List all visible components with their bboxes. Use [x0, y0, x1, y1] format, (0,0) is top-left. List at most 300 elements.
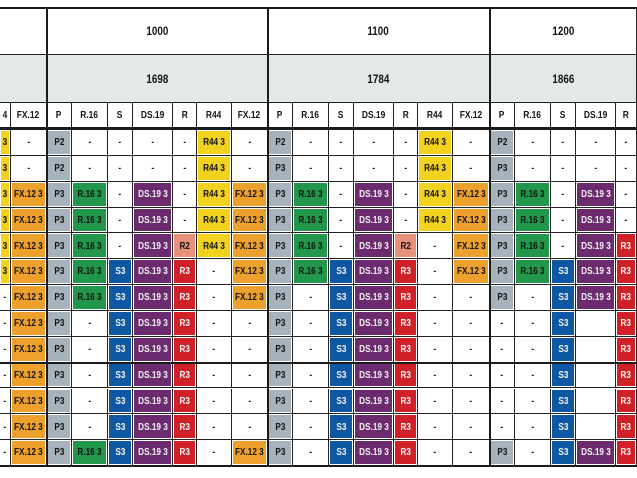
cut-off-r44-cell [0, 208, 11, 234]
g1100-r44-cell-fill [419, 209, 451, 232]
g1100-ds19-cell-value: DS.19 3 [358, 446, 389, 459]
cut-off-r44-cell-value: 3 [2, 213, 8, 226]
g1100-r-cell-value: R3 [400, 265, 411, 278]
g1100-ds19-cell-value: DS.19 3 [358, 265, 389, 278]
g1200-p-cell-value: P3 [496, 291, 508, 304]
g1000-r-cell-fill [174, 209, 195, 232]
cut-off-r44-cell [0, 259, 11, 285]
g1000-ds19-cell-value: - [151, 136, 154, 149]
group-subheader-value: 1784 [367, 71, 390, 86]
g1100-r44-cell-fill [419, 260, 451, 283]
g1000-s-cell-fill [109, 338, 131, 361]
g1100-r44-cell-fill [419, 415, 451, 438]
g1200-ds19-cell-fill [577, 234, 614, 257]
g1100-r-cell-fill [395, 157, 416, 180]
g1000-s-cell [108, 285, 133, 311]
g1000-p-cell [47, 233, 72, 259]
g1200-s-cell-fill [552, 183, 574, 206]
g1000-r16-cell-value: - [88, 317, 91, 330]
cut-off-fx12-cell-value: - [27, 162, 30, 175]
g1000-r16-cell-fill [73, 183, 106, 206]
g1000-r44-cell-fill [198, 312, 230, 335]
g1200-r-cell-value: R3 [620, 291, 632, 304]
g1000-ds19-cell [133, 311, 173, 337]
g1200-ds19-cell [576, 285, 616, 311]
g1200-r-cell-value: - [624, 213, 628, 226]
g1000-p-cell [47, 389, 72, 415]
g1000-fx12-cell-fill [233, 364, 266, 387]
g1100-r16-cell-fill [294, 312, 327, 335]
cut-off-fx12-cell-fill [12, 415, 45, 438]
g1100-r-cell [394, 182, 418, 208]
g1000-s-cell [108, 208, 133, 234]
cut-off-fx12-cell [11, 414, 47, 440]
g1000-ds19-cell-fill [134, 260, 171, 283]
g1000-s-cell [108, 363, 133, 389]
g1100-fx12-cell-value: - [469, 291, 473, 304]
g1000-r-cell-fill [174, 312, 195, 335]
cut-off-r44-cell [0, 440, 11, 466]
g1000-fx12-cell [232, 233, 268, 259]
g1000-r16-cell-value: - [88, 342, 91, 355]
g1200-r16-cell [515, 182, 551, 208]
group-subheader-value: 1866 [552, 71, 574, 86]
g1100-s-cell-value: - [339, 162, 343, 175]
g1000-r16-cell-fill [73, 312, 106, 335]
g1100-s-cell [329, 182, 354, 208]
g1100-r16-cell [293, 259, 329, 285]
g1200-ds19-cell [576, 389, 616, 415]
cut-off-fx12-cell-value: FX.12 3 [14, 342, 43, 355]
g1100-s-cell [329, 156, 354, 182]
column-header-g1100-r-fill [395, 104, 416, 126]
g1100-ds19-cell-fill [355, 209, 392, 232]
g1100-s-cell [329, 208, 354, 234]
g1000-s-cell-fill [109, 286, 131, 309]
g1000-s-cell-value: S3 [114, 342, 126, 355]
g1200-ds19-cell [576, 414, 616, 440]
g1000-p-cell [47, 182, 72, 208]
table-row [0, 363, 637, 389]
cut-off-fx12-cell-fill [12, 131, 45, 154]
cut-off-fx12-cell-fill [12, 234, 45, 257]
g1000-r16-cell [72, 440, 108, 466]
g1000-p-cell [47, 311, 72, 337]
g1000-fx12-cell [232, 156, 268, 182]
g1100-fx12-cell-fill [454, 131, 488, 154]
g1200-r-cell [616, 414, 637, 440]
column-header-g1200-r16 [515, 103, 551, 128]
cut-off-fx12-cell [11, 156, 47, 182]
g1100-ds19-cell-value: - [372, 162, 375, 175]
column-header-g1000-fx12-value: FX.12 [238, 108, 261, 121]
g1100-ds19-cell-value: DS.19 3 [358, 317, 389, 330]
g1200-p-cell-fill [491, 157, 513, 180]
g1000-p-cell-value: P3 [53, 394, 65, 407]
g1100-r-cell-value: R3 [400, 317, 411, 330]
g1000-p-cell-fill [48, 260, 70, 283]
g1000-r44-cell [197, 440, 232, 466]
g1200-ds19-cell-value: DS.19 3 [580, 187, 611, 200]
g1200-r16-cell-value: - [531, 162, 534, 175]
g1000-r44-cell-value: R44 3 [203, 213, 225, 226]
g1200-s-cell [551, 259, 576, 285]
g1000-r44-cell [197, 130, 232, 156]
g1000-fx12-cell-fill [233, 183, 266, 206]
g1000-r-cell [173, 208, 197, 234]
g1000-r-cell [173, 130, 197, 156]
g1200-r-cell [616, 182, 637, 208]
g1100-r44-cell-fill [419, 157, 451, 180]
header-bottom-rule [0, 127, 637, 130]
g1100-r44-cell-fill [419, 286, 451, 309]
g1200-r16-cell-fill [516, 312, 549, 335]
g1200-r16-cell-fill [516, 415, 549, 438]
g1100-s-cell [329, 337, 354, 363]
g1100-fx12-cell-fill [454, 234, 488, 257]
cut-off-r44-cell-value: 3 [2, 136, 8, 149]
g1200-ds19-cell-fill [577, 390, 614, 413]
g1200-ds19-cell-value: DS.19 3 [580, 291, 611, 304]
column-header-g1200-ds19-value: DS.19 [583, 108, 608, 121]
g1200-ds19-cell-value: DS.19 3 [580, 265, 611, 278]
g1200-p-cell-value: P2 [496, 136, 508, 149]
g1000-s-cell [108, 414, 133, 440]
g1100-r-cell-fill [395, 131, 416, 154]
g1000-r44-cell-value: - [212, 394, 216, 407]
g1100-p-cell-fill [269, 415, 291, 438]
g1100-ds19-cell-fill [355, 441, 392, 464]
header-corner-fill [1, 9, 45, 53]
g1100-s-cell-value: S3 [335, 394, 347, 407]
column-header-g1200-s [551, 103, 576, 128]
table-row [0, 337, 637, 363]
g1000-r44-cell-value: - [212, 265, 216, 278]
g1100-p-cell-fill [269, 183, 291, 206]
g1000-ds19-cell [133, 440, 173, 466]
column-header-g1200-r-value: R [622, 108, 630, 121]
cut-off-r44-cell [0, 156, 11, 182]
g1200-p-cell-value: - [500, 342, 504, 355]
column-header-g1100-fx12 [453, 103, 490, 128]
g1100-fx12-cell-fill [454, 286, 488, 309]
column-header-g1100-ds19 [354, 103, 394, 128]
g1000-fx12-cell [232, 337, 268, 363]
cut-off-r44-cell-fill [1, 390, 9, 413]
g1100-r16-cell-value: R.16 3 [298, 265, 323, 278]
g1000-p-cell [47, 208, 72, 234]
g1100-p-cell [268, 414, 293, 440]
cut-off-r44-cell-fill [1, 209, 9, 232]
g1100-r-cell-value: - [404, 136, 407, 149]
g1200-ds19-cell-fill [577, 312, 614, 335]
g1000-r44-cell-fill [198, 209, 230, 232]
g1000-r44-cell-fill [198, 157, 230, 180]
g1000-p-cell-value: P3 [53, 239, 65, 252]
g1000-r16-cell [72, 182, 108, 208]
g1000-r44-cell-fill [198, 338, 230, 361]
g1100-r16-cell-value: - [309, 291, 312, 304]
g1100-s-cell [329, 259, 354, 285]
g1000-r16-cell-fill [73, 209, 106, 232]
g1000-s-cell-fill [109, 234, 131, 257]
g1000-r-cell-value: R2 [179, 239, 190, 252]
g1100-r16-cell-value: - [309, 136, 312, 149]
g1100-r-cell [394, 389, 418, 415]
g1100-p-cell-fill [269, 390, 291, 413]
g1000-fx12-cell-value: FX.12 3 [235, 265, 264, 278]
g1200-s-cell [551, 233, 576, 259]
g1000-r-cell [173, 311, 197, 337]
cut-off-r44-cell-value: - [3, 420, 7, 433]
g1200-r-cell-fill [617, 209, 635, 232]
g1000-p-cell-value: P3 [53, 317, 65, 330]
g1200-s-cell-fill [552, 209, 574, 232]
bottom-rule [0, 465, 637, 467]
g1200-s-cell-fill [552, 157, 574, 180]
g1000-p-cell-value: P3 [53, 187, 65, 200]
column-header-g1000-s-fill [109, 104, 131, 126]
g1000-r44-cell [197, 389, 232, 415]
g1000-s-cell-fill [109, 183, 131, 206]
g1000-r44-cell-value: - [212, 317, 216, 330]
g1100-s-cell-fill [330, 131, 352, 154]
column-header-cut-off-fx12-value: FX.12 [17, 108, 40, 121]
cut-off-fx12-cell [11, 363, 47, 389]
g1100-p-cell-value: P3 [274, 342, 286, 355]
g1000-r-cell-fill [174, 183, 195, 206]
column-header-g1000-r-fill [174, 104, 195, 126]
g1100-fx12-cell [453, 440, 490, 466]
g1000-fx12-cell-fill [233, 441, 266, 464]
g1100-p-cell-fill [269, 441, 291, 464]
column-header-g1000-r16-fill [73, 104, 106, 126]
column-header-g1100-r-value: R [402, 108, 409, 121]
g1200-p-cell [490, 208, 515, 234]
g1200-s-cell [551, 440, 576, 466]
g1000-r16-cell-value: R.16 3 [77, 446, 102, 459]
g1000-p-cell [47, 156, 72, 182]
g1000-fx12-cell [232, 414, 268, 440]
g1200-r-cell-value: R3 [620, 446, 632, 459]
column-header-g1000-r [173, 103, 197, 128]
g1200-r-cell-value: - [624, 136, 628, 149]
g1000-r-cell-fill [174, 131, 195, 154]
g1200-p-cell-value: - [500, 317, 504, 330]
g1200-r16-cell [515, 130, 551, 156]
g1100-r44-cell-value: - [433, 317, 437, 330]
g1000-s-cell [108, 311, 133, 337]
g1000-r16-cell [72, 363, 108, 389]
g1200-s-cell [551, 130, 576, 156]
column-header-g1100-r44-value: R44 [427, 108, 443, 121]
g1000-fx12-cell [232, 208, 268, 234]
g1100-p-cell-fill [269, 364, 291, 387]
g1000-ds19-cell [133, 259, 173, 285]
g1100-ds19-cell-value: DS.19 3 [358, 187, 389, 200]
g1000-r16-cell-value: - [88, 162, 91, 175]
g1000-ds19-cell-value: DS.19 3 [137, 394, 168, 407]
group-header-fill [269, 9, 488, 53]
g1100-fx12-cell-fill [454, 209, 488, 232]
g1100-s-cell-value: - [339, 239, 343, 252]
g1100-r-cell-value: R3 [400, 394, 411, 407]
g1100-p-cell-value: P3 [274, 394, 286, 407]
g1000-ds19-cell-value: DS.19 3 [137, 213, 168, 226]
g1000-r-cell-fill [174, 364, 195, 387]
g1100-ds19-cell [354, 156, 394, 182]
g1100-s-cell-value: - [339, 213, 343, 226]
g1000-ds19-cell-value: DS.19 3 [137, 317, 168, 330]
g1200-r16-cell-fill [516, 441, 549, 464]
g1100-r-cell-fill [395, 441, 416, 464]
g1100-r-cell-value: - [404, 162, 407, 175]
g1100-r44-cell-value: R44 3 [424, 213, 446, 226]
g1100-s-cell-value: S3 [335, 317, 347, 330]
g1100-r-cell [394, 337, 418, 363]
g1200-p-cell [490, 311, 515, 337]
g1100-fx12-cell [453, 311, 490, 337]
g1100-r-cell-fill [395, 364, 416, 387]
cut-off-r44-cell [0, 182, 11, 208]
column-header-g1200-r [616, 103, 637, 128]
g1000-r44-cell [197, 182, 232, 208]
g1000-s-cell-value: - [118, 136, 122, 149]
g1000-s-cell-value: S3 [114, 368, 126, 381]
g1000-s-cell-value: - [118, 213, 122, 226]
g1000-s-cell [108, 130, 133, 156]
g1000-p-cell-fill [48, 209, 70, 232]
g1000-ds19-cell-fill [134, 364, 171, 387]
g1100-s-cell-value: S3 [335, 368, 347, 381]
g1100-r-cell-value: - [404, 213, 407, 226]
g1100-r-cell-fill [395, 390, 416, 413]
g1100-ds19-cell-value: DS.19 3 [358, 368, 389, 381]
column-header-g1100-p-fill [269, 104, 291, 126]
g1200-p-cell-fill [491, 183, 513, 206]
g1000-p-cell-value: P2 [53, 136, 65, 149]
g1200-r16-cell [515, 208, 551, 234]
g1100-r44-cell-value: - [433, 342, 437, 355]
g1200-r16-cell-value: R.16 3 [520, 213, 545, 226]
column-header-g1000-ds19-fill [134, 104, 171, 126]
cut-off-fx12-cell-value: FX.12 3 [14, 213, 43, 226]
g1000-fx12-cell-fill [233, 234, 266, 257]
g1100-r44-cell [418, 440, 453, 466]
group-divider [489, 7, 491, 466]
g1000-r44-cell-fill [198, 131, 230, 154]
column-header-g1000-r16 [72, 103, 108, 128]
column-header-g1200-s-fill [552, 104, 574, 126]
g1200-ds19-cell-fill [577, 131, 614, 154]
cut-off-fx12-cell-fill [12, 286, 45, 309]
g1000-s-cell [108, 233, 133, 259]
cut-off-r44-cell-fill [1, 415, 9, 438]
g1200-p-cell-value: - [500, 420, 504, 433]
cut-off-r44-cell-fill [1, 234, 9, 257]
g1100-p-cell-fill [269, 338, 291, 361]
cut-off-r44-cell-fill [1, 364, 9, 387]
g1000-p-cell [47, 414, 72, 440]
g1000-r-cell-fill [174, 260, 195, 283]
g1200-s-cell-value: S3 [557, 446, 569, 459]
g1200-r16-cell-fill [516, 364, 549, 387]
g1100-r-cell [394, 156, 418, 182]
g1200-p-cell [490, 414, 515, 440]
g1000-r-cell [173, 285, 197, 311]
g1100-s-cell-fill [330, 364, 352, 387]
g1100-r16-cell [293, 337, 329, 363]
g1000-fx12-cell-value: - [248, 162, 251, 175]
g1200-ds19-cell [576, 156, 616, 182]
g1100-r16-cell-value: - [309, 446, 312, 459]
g1100-fx12-cell-value: - [469, 342, 473, 355]
g1100-p-cell [268, 363, 293, 389]
g1000-r-cell-value: R3 [179, 342, 190, 355]
cut-off-r44-cell [0, 363, 11, 389]
g1100-ds19-cell-fill [355, 234, 392, 257]
cut-off-fx12-cell-value: FX.12 3 [14, 394, 43, 407]
g1200-s-cell [551, 182, 576, 208]
g1000-p-cell-fill [48, 415, 70, 438]
g1000-s-cell-fill [109, 390, 131, 413]
g1100-r44-cell-fill [419, 364, 451, 387]
g1200-r16-cell [515, 311, 551, 337]
g1000-r44-cell-value: R44 3 [203, 239, 225, 252]
g1000-ds19-cell [133, 389, 173, 415]
g1100-r16-cell-value: R.16 3 [298, 213, 323, 226]
g1000-r44-cell-fill [198, 441, 230, 464]
g1000-fx12-cell-value: - [248, 136, 251, 149]
g1100-r16-cell [293, 363, 329, 389]
g1100-fx12-cell [453, 337, 490, 363]
g1200-s-cell-value: - [561, 162, 565, 175]
g1000-r44-cell-value: - [212, 368, 216, 381]
column-header-cut-off-r44 [0, 103, 11, 128]
g1000-fx12-cell-fill [233, 286, 266, 309]
g1200-r16-cell [515, 363, 551, 389]
g1100-r16-cell-fill [294, 157, 327, 180]
g1100-p-cell-value: P3 [274, 162, 286, 175]
g1000-r16-cell [72, 130, 108, 156]
g1000-p-cell-value: P3 [53, 342, 65, 355]
g1000-ds19-cell-fill [134, 338, 171, 361]
g1100-p-cell [268, 156, 293, 182]
g1200-s-cell-value: S3 [557, 420, 569, 433]
cut-off-r44-cell-value: - [3, 317, 7, 330]
g1200-p-cell-value: - [500, 394, 504, 407]
g1100-fx12-cell-fill [454, 260, 488, 283]
g1000-fx12-cell-fill [233, 312, 266, 335]
g1200-r16-cell-fill [516, 183, 549, 206]
cut-off-r44-cell-value: - [3, 291, 7, 304]
cut-off-r44-cell [0, 285, 11, 311]
g1100-fx12-cell-fill [454, 157, 488, 180]
g1200-s-cell-value: S3 [557, 394, 569, 407]
g1200-s-cell-fill [552, 338, 574, 361]
g1200-s-cell-fill [552, 415, 574, 438]
g1000-r44-cell-fill [198, 260, 230, 283]
g1100-ds19-cell-fill [355, 338, 392, 361]
g1100-ds19-cell-fill [355, 157, 392, 180]
g1000-r16-cell [72, 337, 108, 363]
cut-off-r44-cell-value: - [3, 368, 7, 381]
g1200-r-cell-fill [617, 286, 635, 309]
g1100-p-cell-value: P3 [274, 446, 286, 459]
cut-off-fx12-cell [11, 285, 47, 311]
g1000-fx12-cell-fill [233, 338, 266, 361]
section-rule [0, 362, 637, 364]
